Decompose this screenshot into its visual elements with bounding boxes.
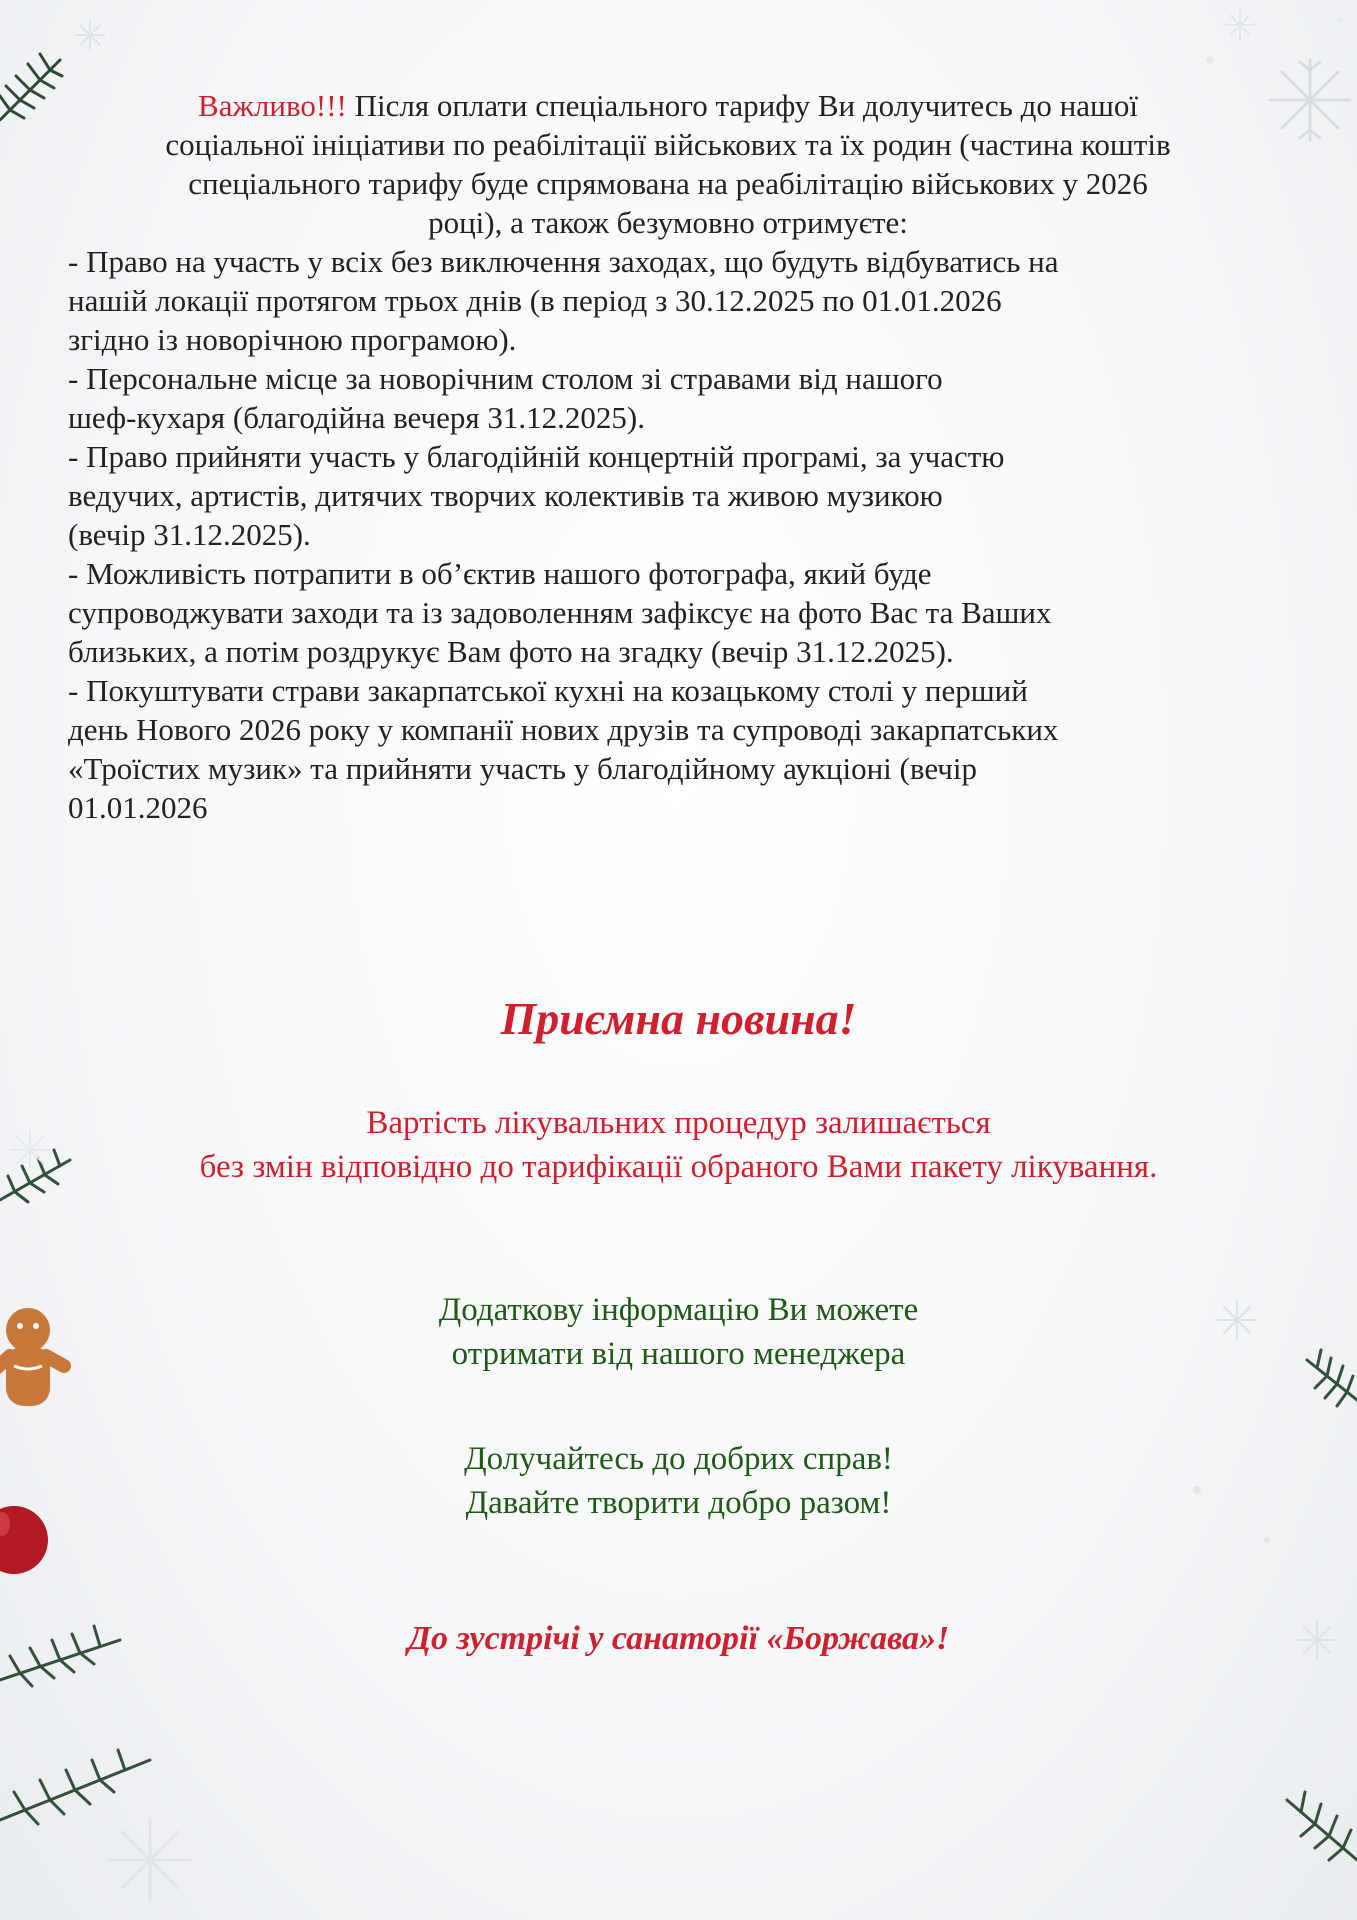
benefit-line: - Право прийняти участь у благодійній концертній програмі, за участю — [68, 439, 1005, 474]
benefit-line: - Покуштувати страви закарпатської кухні на козацькому столі у перший — [68, 673, 1028, 708]
benefit-line: шеф-кухаря (благодійна вечеря 31.12.2025). — [68, 400, 645, 435]
benefit-line: близьких, а потім роздрукує Вам фото на згадку (вечір 31.12.2025). — [68, 634, 954, 669]
important-label: Важливо!!! — [198, 88, 347, 123]
call-to-action — [0, 1437, 1357, 1525]
benefit-item — [68, 554, 1268, 671]
intro-line: спеціального тарифу буде спрямована на реабілітацію військових у 2026 — [188, 166, 1148, 201]
benefit-line: «Троїстих музик» та прийняти участь у благодійному аукціоні (вечір — [68, 751, 978, 786]
benefit-line: - Право на участь у всіх без виключення заходах, що будуть відбуватись на — [68, 244, 1059, 279]
benefit-line: 01.01.2026 — [68, 790, 208, 825]
benefit-item — [68, 242, 1268, 359]
intro-paragraph — [68, 86, 1268, 242]
pleasant-news-line: Вартість лікувальних процедур залишається — [366, 1105, 991, 1141]
benefit-line: супроводжувати заходи та із задоволенням зафіксує на фото Вас та Ваших — [68, 595, 1052, 630]
benefit-line: (вечір 31.12.2025). — [68, 517, 311, 552]
benefit-line: згідно із новорічною програмою). — [68, 322, 517, 357]
call-to-action-line: Долучайтесь до добрих справ! — [464, 1441, 893, 1477]
call-to-action-line: Давайте творити добро разом! — [465, 1485, 892, 1521]
benefit-item — [68, 437, 1268, 554]
additional-info-line: Додаткову інформацію Ви можете — [438, 1292, 919, 1328]
closing-line: До зустрічі у санаторії «Боржава»! — [407, 1620, 950, 1657]
additional-info-line: отримати від нашого менеджера — [451, 1336, 906, 1372]
intro-line: соціальної ініціативи по реабілітації військових та їх родин (частина коштів — [165, 127, 1171, 162]
benefits-list — [68, 242, 1268, 827]
benefit-line: нашій локації протягом трьох днів (в період з 30.12.2025 по 01.01.2026 — [68, 283, 1002, 318]
benefit-item — [68, 359, 1268, 437]
benefit-line: день Нового 2026 року у компанії нових друзів та супроводі закарпатських — [68, 712, 1059, 747]
intro-line: році), а також безумовно отримуєте: — [428, 205, 908, 240]
benefit-item — [68, 671, 1268, 827]
pleasant-news-title: Приємна новина! — [500, 993, 857, 1044]
benefit-line: - Можливість потрапити в об’єктив нашого фотографа, який буде — [68, 556, 932, 591]
main-content — [68, 86, 1268, 827]
pleasant-news-line: без змін відповідно до тарифікації обраного Вами пакету лікування. — [199, 1149, 1158, 1185]
benefit-line: - Персональне місце за новорічним столом зі стравами від нашого — [68, 361, 943, 396]
pleasant-news-text — [0, 1101, 1357, 1189]
additional-info — [0, 1288, 1357, 1376]
intro-line: Після оплати спеціального тарифу Ви долучитесь до нашої — [346, 88, 1138, 123]
benefit-line: ведучих, артистів, дитячих творчих колективів та живою музикою — [68, 478, 943, 513]
